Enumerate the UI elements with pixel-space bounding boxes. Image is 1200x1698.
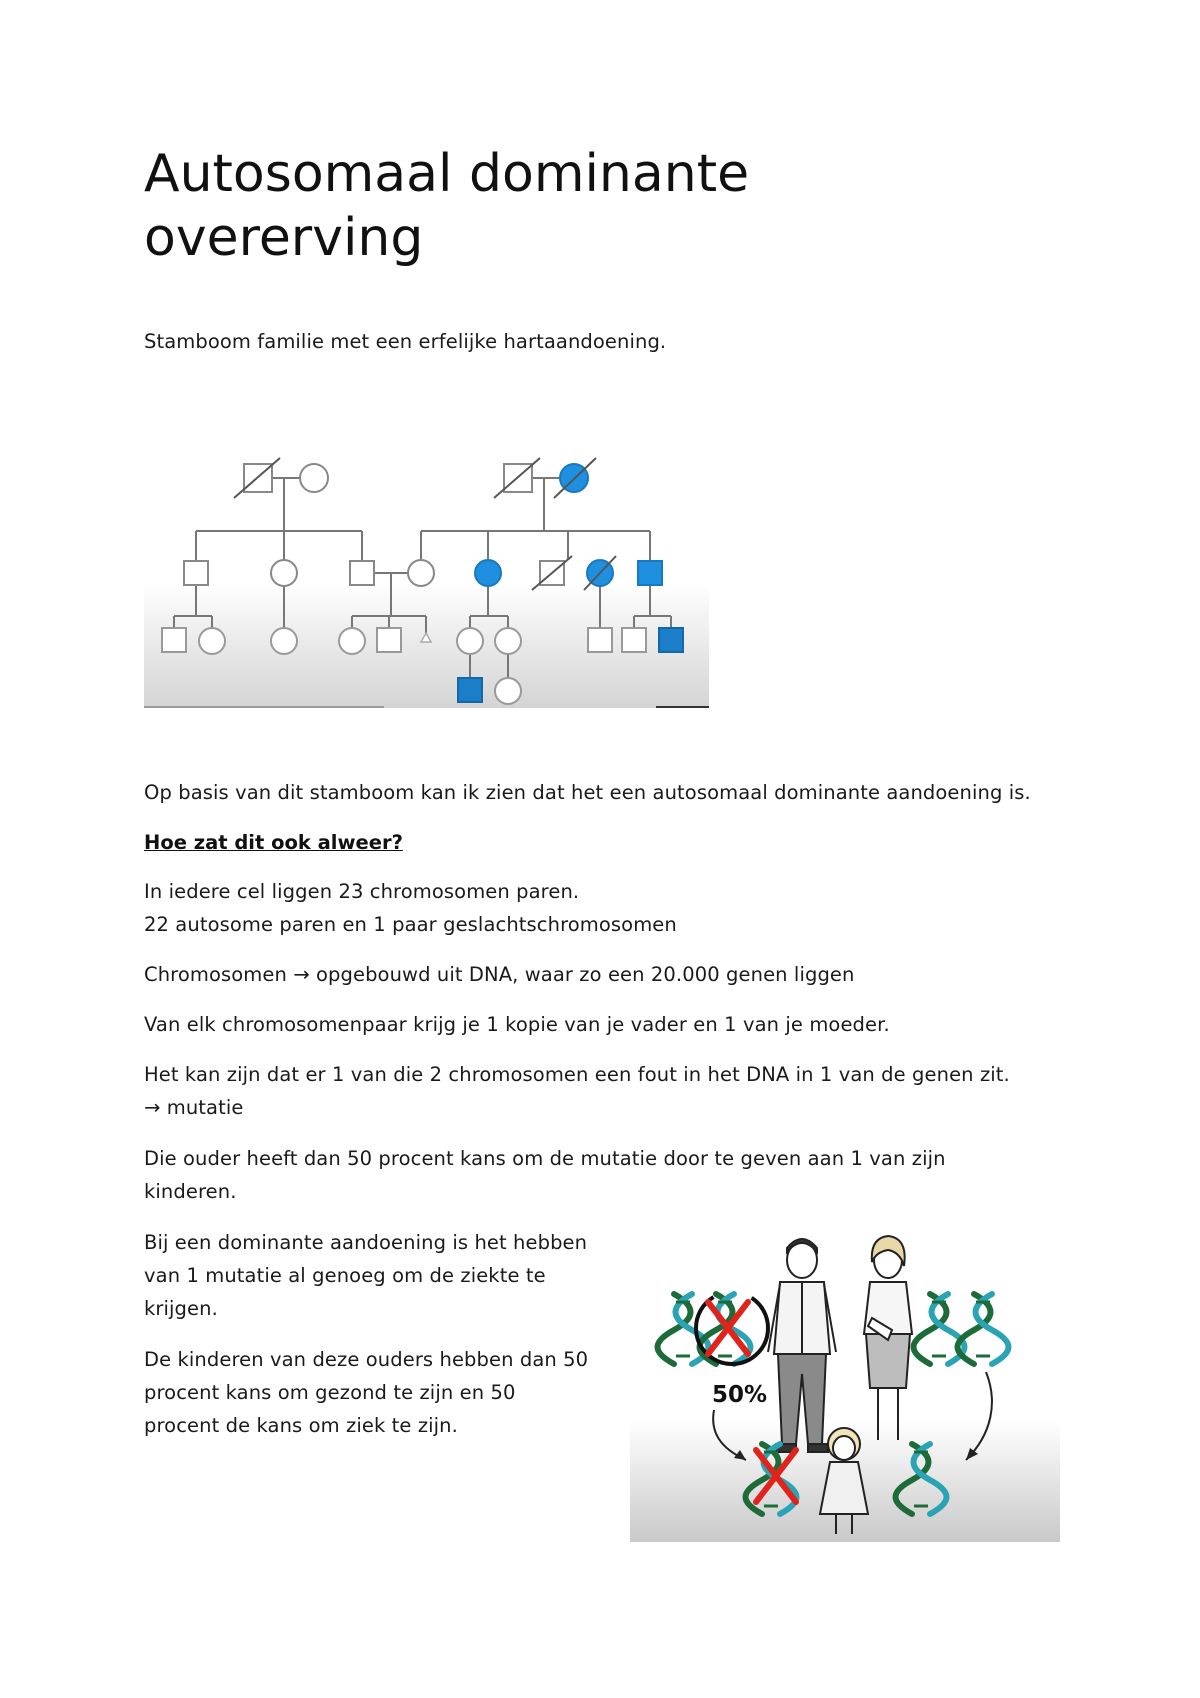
pedigree-male — [588, 628, 612, 652]
paragraph-line: Bij een dominante aandoening is het hebben — [144, 1231, 588, 1254]
paragraph-chromosomes — [144, 875, 677, 941]
paragraph-line: Die ouder heeft dan 50 procent kans om de mutatie door te geven aan 1 van zijn — [144, 1147, 946, 1170]
title-line-1: Autosomaal dominante — [144, 144, 750, 204]
pedigree-male — [184, 561, 208, 585]
pedigree-male — [162, 628, 186, 652]
paragraph-line: kinderen. — [144, 1180, 237, 1203]
paragraph-line: van 1 mutatie al genoeg om de ziekte te — [144, 1264, 546, 1287]
paragraph-line: krijgen. — [144, 1297, 218, 1320]
paragraph-line: procent kans om gezond te zijn en 50 — [144, 1381, 516, 1404]
pedigree-female — [495, 628, 521, 654]
pedigree-female-affected — [475, 560, 501, 586]
pedigree-female — [408, 560, 434, 586]
title-line-2: overerving — [144, 208, 424, 268]
inheritance-illustration — [630, 1222, 1060, 1542]
pedigree-male — [350, 561, 374, 585]
pedigree-female — [339, 628, 365, 654]
pedigree-male — [622, 628, 646, 652]
paragraph-line: 22 autosome paren en 1 paar geslachtschromosomen — [144, 913, 677, 936]
paragraph-line: → mutatie — [144, 1096, 244, 1119]
pedigree-female — [495, 678, 521, 704]
paragraph-mutation — [144, 1058, 1010, 1124]
paragraph-line: In iedere cel liggen 23 chromosomen paren. — [144, 880, 580, 903]
paragraph-line: procent de kans om ziek te zijn. — [144, 1414, 458, 1437]
pedigree-chart — [144, 428, 709, 708]
pedigree-female — [300, 464, 328, 492]
percent-label: 50% — [712, 1382, 768, 1408]
section-heading: Hoe zat dit ook alweer? — [144, 831, 403, 854]
pedigree-female — [271, 628, 297, 654]
pedigree-male-affected — [638, 561, 662, 585]
paragraph-inheritance: Van elk chromosomenpaar krijg je 1 kopie van je vader en 1 van je moeder. — [144, 1013, 890, 1036]
paragraph-children — [144, 1343, 588, 1442]
intro-text: Stamboom familie met een erfelijke hartaandoening. — [144, 330, 667, 353]
pedigree-figure — [144, 428, 709, 708]
pedigree-male-affected — [458, 678, 482, 702]
pedigree-female — [271, 560, 297, 586]
paragraph-dna: Chromosomen → opgebouwd uit DNA, waar zo een 20.000 genen liggen — [144, 963, 855, 986]
paragraph-line: Het kan zijn dat er 1 van die 2 chromosomen een fout in het DNA in 1 van de genen zit. — [144, 1063, 1010, 1086]
page-title — [144, 142, 1044, 270]
paragraph-dominant — [144, 1226, 587, 1325]
paragraph-line: De kinderen van deze ouders hebben dan 50 — [144, 1348, 589, 1371]
conclusion-text: Op basis van dit stamboom kan ik zien dat het een autosomaal dominante aandoening is. — [144, 781, 1031, 804]
pedigree-female — [199, 628, 225, 654]
pedigree-female — [457, 628, 483, 654]
paragraph-chance — [144, 1142, 946, 1208]
pedigree-male-affected — [659, 628, 683, 652]
inheritance-drawing — [630, 1222, 1060, 1542]
pedigree-male — [377, 628, 401, 652]
